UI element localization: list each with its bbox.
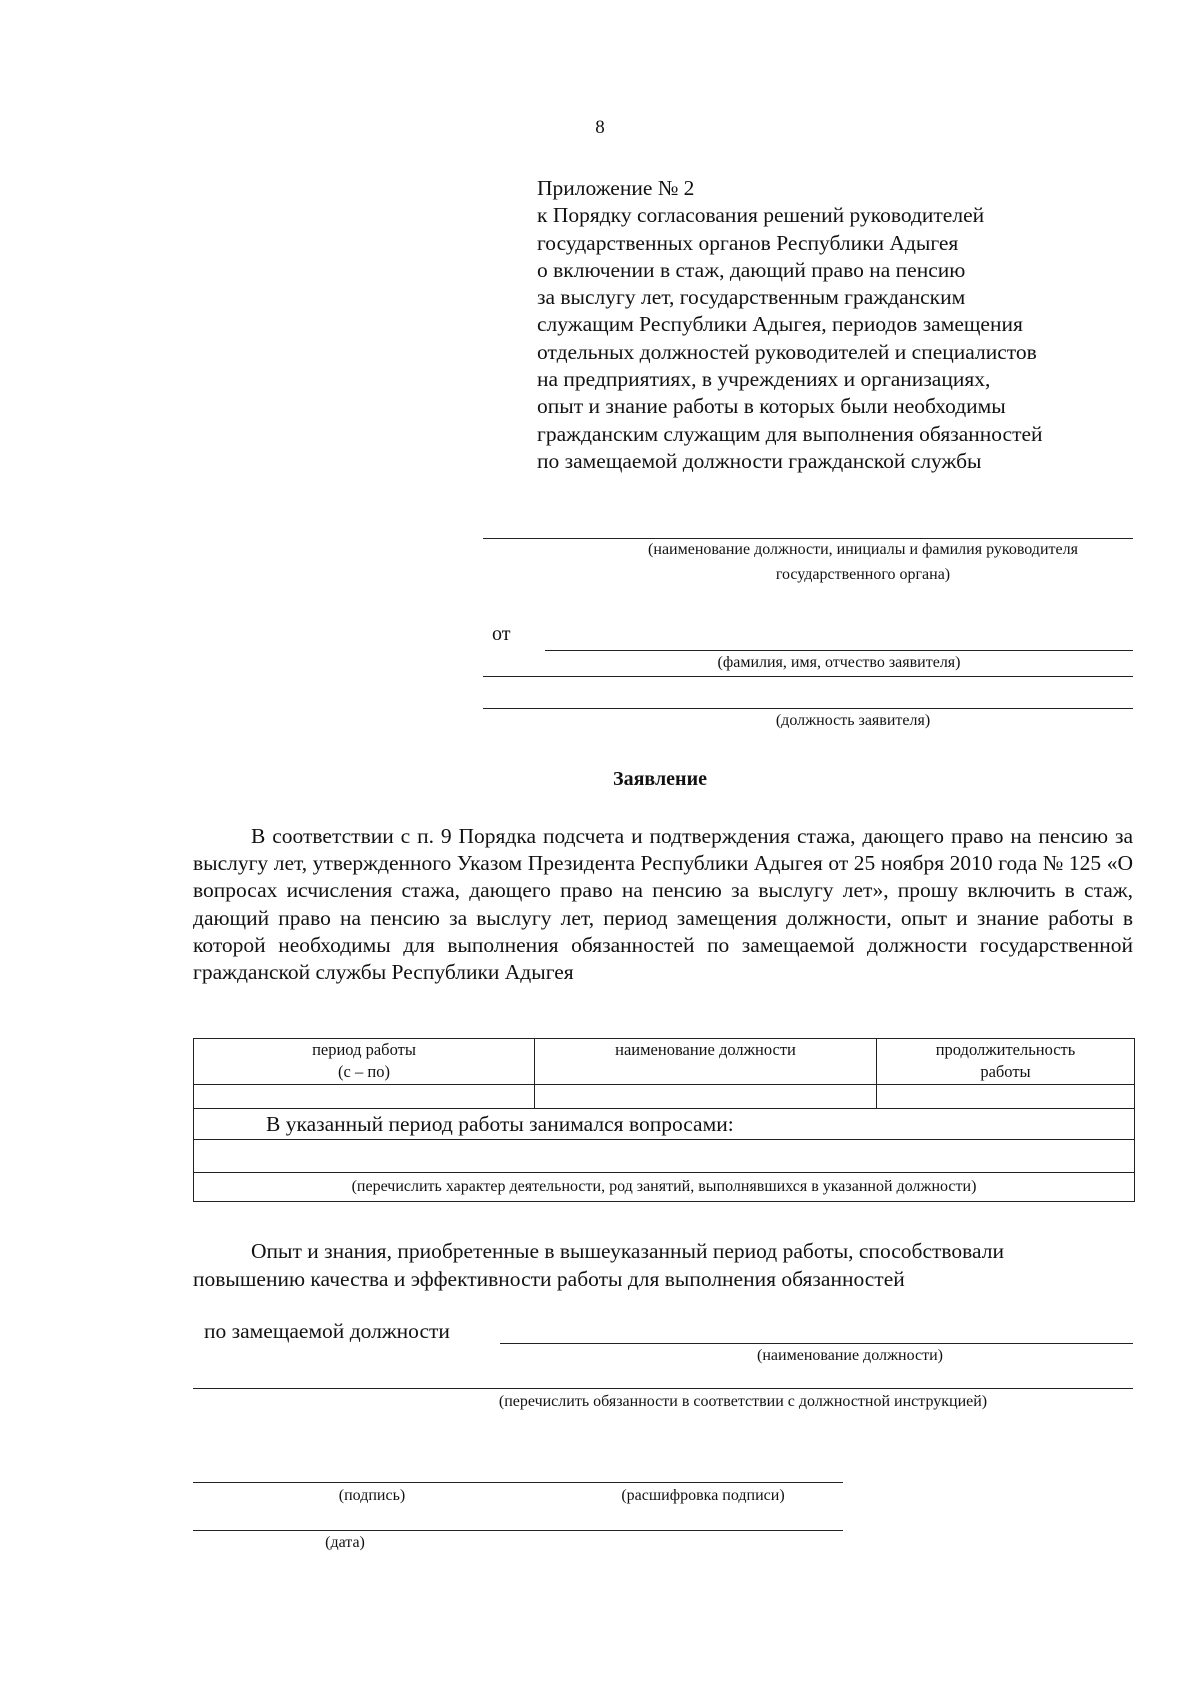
signature-caption: (подпись): [338, 1487, 406, 1504]
head-caption-line2: государственного органа): [775, 566, 951, 583]
applicant-name-line-2[interactable]: [483, 676, 1133, 677]
date-line[interactable]: [193, 1530, 843, 1531]
appendix-line: по замещаемой должности гражданской службы: [537, 448, 982, 473]
head-caption-line1: (наименование должности, инициалы и фамилия руководителя: [648, 541, 1078, 558]
appendix-line: Приложение № 2: [537, 176, 695, 200]
appendix-line: государственных органов Республики Адыгея: [537, 230, 959, 255]
experience-line2: повышению качества и эффективности работы для выполнения обязанностей: [193, 1267, 905, 1291]
position-label: по замещаемой должности: [204, 1319, 450, 1343]
date-caption: (дата): [325, 1534, 365, 1551]
col-duration-header: продолжительность работы: [877, 1039, 1135, 1085]
applicant-name-caption: (фамилия, имя, отчество заявителя): [717, 654, 961, 671]
position-line[interactable]: [500, 1343, 1133, 1344]
page-number: 8: [595, 117, 605, 138]
appendix-line: к Порядку согласования решений руководителей: [537, 203, 985, 228]
appendix-line: гражданским служащим для выполнения обязанностей: [537, 421, 1043, 446]
applicant-position-caption: (должность заявителя): [775, 712, 931, 729]
duties-caption: (перечислить обязанности в соответствии с должностной инструкцией): [498, 1393, 988, 1410]
appendix-line: опыт и знание работы в которых были необходимы: [537, 394, 1006, 419]
experience-line1: Опыт и знания, приобретенные в вышеуказанный период работы, способствовали: [251, 1239, 1004, 1263]
col-period-header: период работы (с – по): [194, 1039, 535, 1085]
experience-paragraph: [193, 1237, 1138, 1293]
appendix-line: отдельных должностей руководителей и специалистов: [537, 339, 1037, 364]
duties-line[interactable]: [193, 1388, 1133, 1389]
appendix-line: служащим Республики Адыгея, периодов замещения: [537, 312, 1023, 337]
questions-note: (перечислить характер деятельности, род занятий, выполнявшихся в указанной должности): [194, 1173, 1135, 1202]
body-paragraph: [193, 823, 1133, 986]
applicant-name-line[interactable]: [545, 650, 1133, 651]
appendix-line: на предприятиях, в учреждениях и организациях,: [537, 367, 991, 392]
col-position-header: наименование должности: [535, 1039, 877, 1085]
position-caption: (наименование должности): [757, 1347, 943, 1364]
decode-caption: (расшифровка подписи): [621, 1487, 785, 1504]
from-label: от: [492, 623, 511, 645]
position-input-cell[interactable]: [535, 1085, 877, 1109]
appendix-line: за выслугу лет, государственным гражданским: [537, 285, 966, 310]
document-title: Заявление: [613, 768, 707, 790]
duration-input-cell[interactable]: [877, 1085, 1135, 1109]
appendix-header: [537, 175, 1157, 475]
questions-label: В указанный период работы занимался вопросами:: [194, 1109, 1135, 1140]
body-paragraph-text: В соответствии с п. 9 Порядка подсчета и подтверждения стажа, дающего право на пенсию за выслугу лет, утвержденного Указом Президента Республики Адыгея от 25 ноября 2010 года № 125 «О вопросах исчисления стажа, дающего право на пенсию за выслугу лет», прошу включить в стаж, дающий право на пенсию за выслугу лет, период замещения должности, опыт и знание работы в которой необходимы для выполнения обязанностей по замещаемой должности государственной гражданской службы Республики Адыгея: [193, 824, 1133, 985]
signature-line[interactable]: [193, 1482, 843, 1483]
period-input-cell[interactable]: [194, 1085, 535, 1109]
applicant-position-line[interactable]: [483, 708, 1133, 709]
appendix-line: о включении в стаж, дающий право на пенсию: [537, 257, 966, 282]
questions-input-cell[interactable]: [194, 1140, 1135, 1173]
head-name-line[interactable]: [483, 538, 1133, 539]
work-period-table: [193, 1038, 1135, 1202]
